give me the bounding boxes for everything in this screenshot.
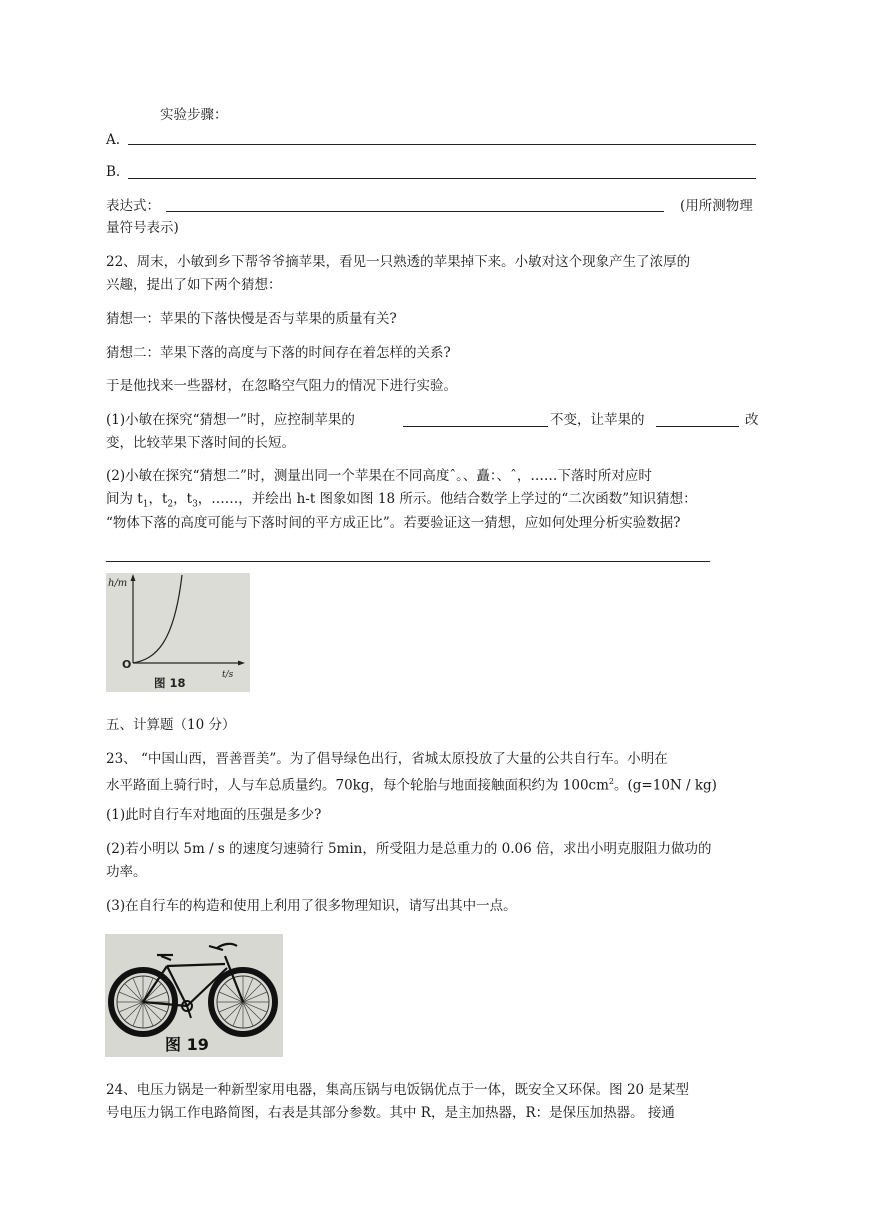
q24-line2: 号电压力锅工作电路简图，右表是其部分参数。其中 R，是主加热器，R：是保压加热器。 接通 [106, 1105, 675, 1121]
q23-sub2-line1: (2)若小明以 5m / s 的速度匀速骑行 5min，所受阻力是总重力的 0.06 倍，求出小明克服阻力做功的 [106, 841, 712, 857]
q22-time-text-1: 间为 t [106, 491, 143, 507]
q22-blank-controlled-variable[interactable] [403, 426, 548, 427]
figure-18-graph [106, 573, 250, 692]
q22-sub1-part-c: 改 [745, 412, 759, 428]
q22-time-sub-2: 2 [167, 499, 174, 510]
q23-line2-text: 水平路面上骑行时，人与车总质量约。70kg，每个轮胎与地面接触面积约为 100cm [106, 777, 609, 794]
expression-note-cont: 量符号表示) [106, 220, 179, 236]
q22-time-text-2: ，t [148, 491, 168, 507]
step-a-answer-line[interactable] [128, 144, 756, 145]
q22-time-text-3: ，t [173, 491, 193, 507]
q23-area-unit-exponent: 2 [608, 777, 615, 786]
q23-line2-tail: 。(g=10N / kg) [614, 777, 717, 794]
q22-time-text-4: ，……，并绘出 h-t 图象如图 18 所示。他结合数学上学过的“二次函数”知识猜想： [197, 491, 697, 507]
q23-sub3: (3)在自行车的构造和使用上利用了很多物理知识，请写出其中一点。 [106, 898, 517, 914]
q22-method: 于是他找来一些器材，在忽略空气阻力的情况下进行实验。 [106, 378, 457, 394]
figure-19 [105, 934, 283, 1057]
section-5-title: 五、计算题（10 分） [106, 717, 236, 733]
figure-18-x-axis-label: t/s [222, 670, 234, 680]
q22-answer-line[interactable] [106, 561, 710, 562]
expression-answer-line[interactable] [166, 211, 664, 212]
step-b-answer-line[interactable] [128, 178, 756, 179]
q22-guess-one: 猜想一：苹果的下落快慢是否与苹果的质量有关? [106, 311, 397, 327]
figure-19-caption: 图 19 [165, 1035, 209, 1054]
q24-line1: 24、电压力锅是一种新型家用电器，集高压锅与电饭锅优点于一体，既安全又环保。图 20 是某型 [106, 1082, 689, 1098]
figure-18-y-axis-label: h/m [108, 578, 128, 589]
bicycle-illustration [105, 934, 283, 1057]
q23-line1: 23、 “中国山西，晋善晋美”。为了倡导绿色出行，省城太原投放了大量的公共自行车。小明在 [106, 751, 668, 767]
q23-sub1: (1)此时自行车对地面的压强是多少? [106, 807, 322, 823]
q22-time-sub-1: 1 [142, 499, 149, 510]
q22-time-sub-3: 3 [192, 499, 198, 510]
q22-sub1-part-a: (1)小敏在探究“猜想一”时，应控制苹果的 [106, 412, 355, 428]
q22-sub1-part-b: 不变，让苹果的 [550, 412, 645, 428]
q22-sub1-line2: 变，比较苹果下落时间的长短。 [106, 435, 295, 451]
figure-18-origin: O [122, 658, 132, 671]
figure-18 [106, 573, 250, 692]
step-b-label: B. [106, 164, 121, 180]
expression-note: (用所测物理 [680, 198, 753, 214]
q22-blank-changed-variable[interactable] [656, 426, 739, 427]
expression-label: 表达式： [106, 198, 160, 214]
q22-sub2-line2 [106, 490, 697, 514]
q22-sub2-line3: “物体下落的高度可能与下落时间的平方成正比”。若要验证这一猜想，应如何处理分析实验数据? [106, 515, 681, 531]
q22-sub2-line1: (2)小敏在探究“猜想二”时，测量出同一个苹果在不同高度ˆ。、矗：、ˆ，……下落时所对应时 [106, 468, 652, 484]
q23-sub2-line2: 功率。 [106, 864, 147, 880]
q22-guess-two: 猜想二：苹果下落的高度与下落的时间存在着怎样的关系? [106, 345, 451, 361]
q23-line2 [106, 773, 717, 795]
step-a-label: A. [106, 132, 121, 148]
q22-intro-line2: 兴趣，提出了如下两个猜想： [106, 277, 282, 293]
q22-intro-line1: 22、周末，小敏到乡下帮爷爷摘苹果，看见一只熟透的苹果掉下来。小敏对这个现象产生了浓厚的 [106, 254, 691, 270]
figure-18-caption: 图 18 [154, 676, 186, 690]
steps-heading: 实验步骤： [160, 107, 228, 123]
